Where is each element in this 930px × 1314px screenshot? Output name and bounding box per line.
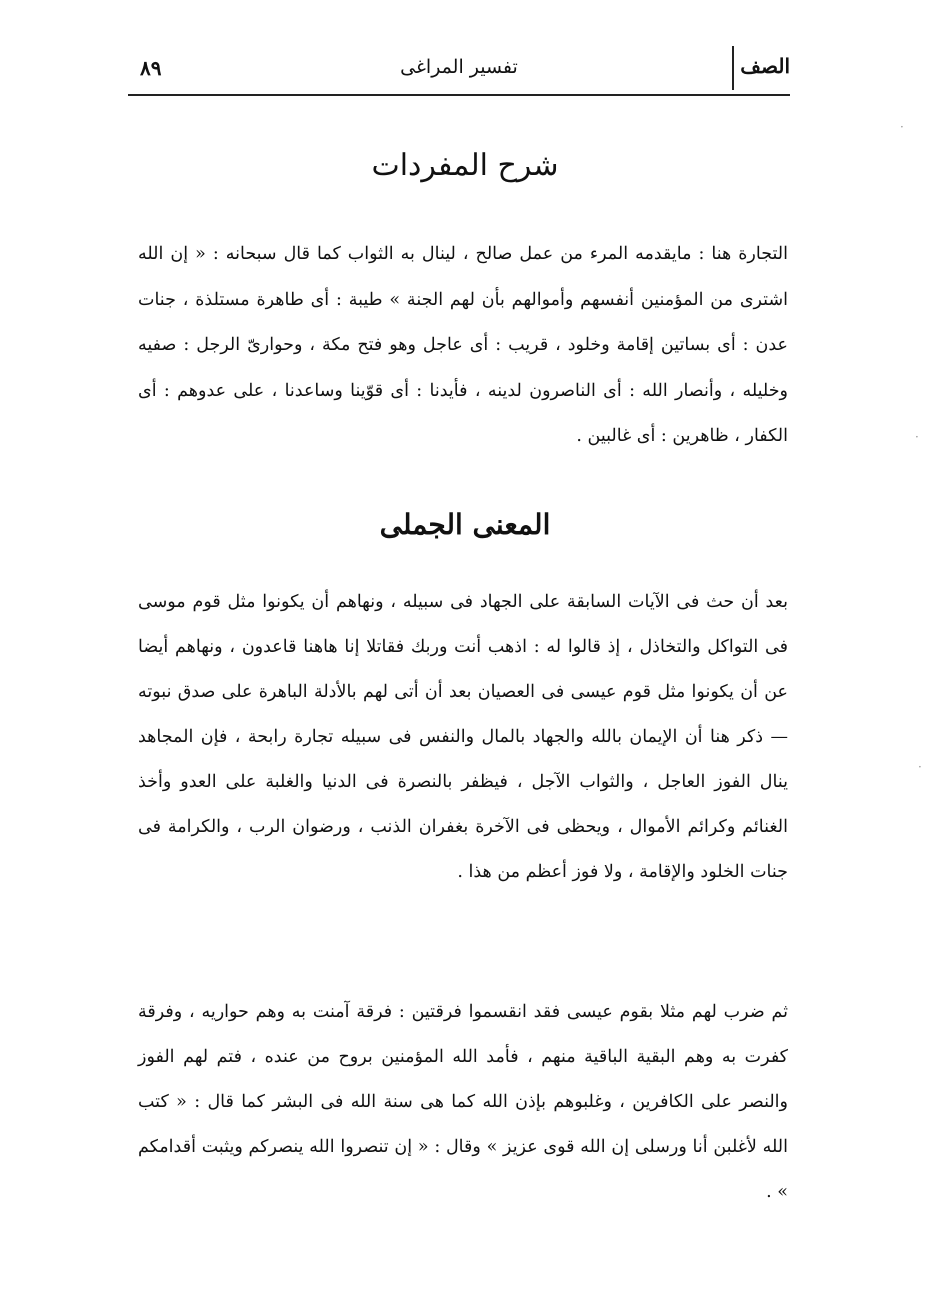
summary-heading: المعنى الجملى bbox=[379, 508, 551, 541]
page-number: ٨٩ bbox=[140, 56, 162, 80]
page-header bbox=[128, 44, 790, 96]
book-title: تفسير المراغى bbox=[400, 56, 518, 78]
surah-name: الصف bbox=[740, 54, 790, 78]
parable-paragraph: ثم ضرب لهم مثلا بقوم عيسى فقد انقسموا فرقتين : فرقة آمنت به وهم حواريه ، وفرقة كفرت به وهم البقية الباقية منهم ، فأمد الله المؤمنين بروح من عنده ، فتم لهم الفوز والنصر على الكافرين ، وغلبوهم بإذن الله كما هى سنة الله فى البشر كما قال : « كتب الله لأغلبن أنا ورسلى إن الله قوى عزيز » وقال : « إن تنصروا الله ينصركم ويثبت أقدامكم » . bbox=[138, 1002, 788, 1202]
scan-speck: · bbox=[900, 120, 904, 134]
vocabulary-paragraph: التجارة هنا : مايقدمه المرء من عمل صالح ، لينال به الثواب كما قال سبحانه : « إن الله اشترى من المؤمنين أنفسهم وأموالهم بأن لهم الجنة » طيبة : أى طاهرة مستلذة ، جنات عدن : أى بساتين إقامة وخلود ، قريب : أى عاجل وهو فتح مكة ، وحوارىّ الرجل : صفيه وخليله ، وأنصار الله : أى الناصرون لدينه ، فأيدنا : أى قوّينا وساعدنا ، على عدوهم : أى الكفار ، ظاهرين : أى غالبين . bbox=[138, 244, 788, 447]
vocabulary-heading: شرح المفردات bbox=[371, 148, 559, 183]
scan-speck: · bbox=[915, 430, 919, 444]
summary-paragraph: بعد أن حث فى الآيات السابقة على الجهاد فى سبيله ، ونهاهم أن يكونوا مثل قوم موسى فى التواكل والتخاذل ، إذ قالوا له : اذهب أنت وربك فقاتلا إنا هاهنا قاعدون ، ونهاهم أيضا عن أن يكونوا مثل قوم عيسى فى العصيان بعد أن أتى لهم بالأدلة الباهرة على صدق نبوته — ذكر هنا أن الإيمان بالله والجهاد بالمال والنفس فى سبيله تجارة رابحة ، فإن المجاهد ينال الفوز العاجل ، والثواب الآجل ، فيظفر بالنصرة فى الدنيا والغلبة على العدو وأخذ الغنائم وكرائم الأموال ، ويحظى فى الآخرة بغفران الذنب ، ورضوان الرب ، والكرامة فى جنات الخلود والإقامة ، ولا فوز أعظم من هذا . bbox=[138, 592, 788, 882]
scan-speck: · bbox=[918, 760, 922, 774]
